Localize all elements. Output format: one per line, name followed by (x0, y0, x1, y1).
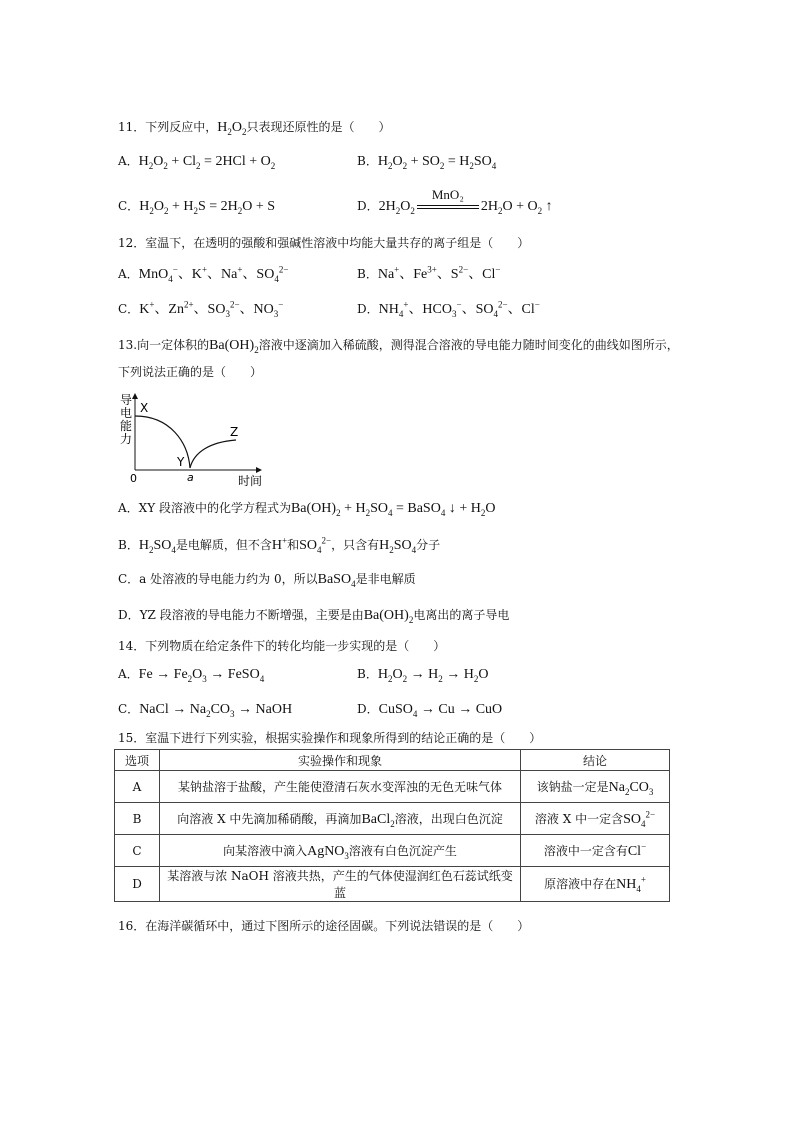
header-option: 选项 (115, 750, 160, 771)
graph-xlabel: 时间 (238, 474, 263, 488)
q14-a-chain: $Fe \to Fe_2O_3$ → FeSO$_4$ (138, 667, 265, 684)
q13-b-text5: 分子 (416, 538, 441, 552)
conclusion-text: 溶液 X 中一定含 (534, 811, 624, 826)
q14-c-chain: NaCl → $Na_2CO_3$ → NaOH (139, 702, 293, 719)
q14-d-chain: CuSO$_4$ → Cu → CuO (378, 702, 503, 719)
catalyst-arrow (415, 186, 481, 214)
formula-na2co3: $Na_2CO_3$ (608, 779, 654, 797)
row-option: A (115, 771, 160, 803)
q12-option-c[interactable] (118, 300, 283, 319)
ion-so4: $SO_4^{2-}$ (299, 535, 332, 555)
q13-option-d[interactable] (118, 606, 509, 625)
formula-h2so4: $H_2SO_4$ (379, 538, 417, 555)
header-conclusion: 结论 (521, 750, 670, 771)
row-operation: 某钠盐溶于盐酸，产生能使澄清石灰水变浑浊的无色无味气体 (160, 771, 521, 803)
option-label: A． (118, 154, 139, 168)
q13-stem-suffix: 溶液中逐滴加入稀硫酸，测得混合溶液的导电能力随时间变化的曲线如图所示， (258, 338, 679, 352)
q11-d-equation: $2H_2O_2$ MnO₂ $2H_2O + O_2$ ↑ (378, 186, 553, 216)
graph-ylabel-1: 导 (120, 393, 133, 407)
q12-option-b[interactable] (357, 265, 501, 284)
table-row (115, 867, 670, 902)
q13-b-text3: 和 (287, 538, 300, 552)
catalyst-label: MnO₂ (431, 186, 464, 202)
q11-stem-suffix: 只表现还原性的是（ ） (246, 120, 391, 134)
q13-stem (118, 336, 679, 355)
table-row (115, 835, 670, 867)
graph-ylabel-2: 电 (120, 406, 133, 420)
operation-text1: 向某溶液中滴入 (223, 843, 308, 858)
q12-stem: 12．室温下，在透明的强酸和强碱性溶液中均能大量共存的离子组是（ ） (118, 236, 530, 250)
q13-a-text: A．XY 段溶液中的化学方程式为 (118, 501, 291, 515)
ion-cl: Cl− (627, 840, 647, 859)
q13-c-text2: 是非电解质 (355, 572, 416, 586)
q12-c-ions: K+、$Zn^{2+}$、$SO_3^{2-}$、$NO_3^-$ (139, 299, 284, 319)
row-conclusion (521, 803, 670, 835)
table-row (115, 803, 670, 835)
option-label: D． (357, 302, 379, 316)
formula-bacl2: BaCl$_2$ (361, 811, 395, 829)
conclusion-text: 溶液中一定含有 (543, 843, 628, 858)
q15-table (114, 749, 670, 902)
formula-agno3: AgNO$_3$ (307, 843, 349, 861)
q14-option-a[interactable] (118, 665, 264, 684)
row-operation (160, 835, 521, 867)
ion-h: H+ (271, 535, 288, 553)
option-label: D． (357, 702, 379, 716)
q13-d-text1: D．YZ 段溶液的导电能力不断增强，主要是由 (118, 608, 364, 622)
q14-option-d[interactable] (357, 700, 502, 719)
option-label: C． (118, 302, 140, 316)
option-label: B． (357, 667, 378, 681)
q12-option-d[interactable] (357, 300, 540, 319)
q16-stem: 16．在海洋碳循环中，通过下图所示的途径固碳。下列说法错误的是（ ） (118, 919, 530, 933)
q12-option-a[interactable] (118, 265, 288, 284)
q12-a-ions: MnO$_4$−、K+、Na+、$SO_4^{2-}$ (138, 264, 289, 284)
graph-point-y: Y (177, 455, 185, 469)
ion-so4: $SO_4^{2-}$ (623, 808, 656, 829)
row-conclusion (521, 835, 670, 867)
q12-d-ions: $NH_4^+$、$HCO_3^-$、$SO_4^{2-}$、Cl− (378, 299, 540, 319)
operation-text2: 溶液有白色沉淀产生 (348, 843, 457, 858)
table-header-row (115, 750, 670, 771)
q15-stem: 15．室温下进行下列实验，根据实验操作和现象所得到的结论正确的是（ ） (118, 731, 542, 745)
formula-baoh2: $Ba(OH)_2$ (209, 338, 259, 355)
q13-a-equation: $Ba(OH)_2 + H_2SO_4$ = BaSO$_4$ ↓ + $H_2O$ (290, 501, 496, 518)
formula-h2so4: $H_2SO_4$ (138, 538, 176, 555)
q11-option-b[interactable] (357, 152, 496, 171)
q13-stem-line2: 下列说法正确的是（ ） (118, 365, 263, 379)
q13-stem-prefix: 13.向一定体积的 (118, 338, 210, 352)
formula-h2o2: $H_2O_2$ (217, 120, 247, 137)
ion-nh4: $NH_4^+$ (616, 874, 646, 894)
graph-ylabel-3: 能 (120, 419, 133, 433)
q14-option-b[interactable] (357, 665, 488, 684)
conclusion-text: 该钠盐一定是 (536, 779, 609, 794)
q11-stem-prefix: 11．下列反应中， (118, 120, 218, 134)
q12-b-ions: Na+、$Fe^{3+}$、$S^{2-}$、Cl− (377, 264, 501, 282)
row-option: C (115, 835, 160, 867)
q11-a-equation: $H_2O_2 + Cl_2 = 2HCl + O_2$ (138, 154, 276, 171)
graph-y-arrow (132, 393, 138, 399)
option-label: A． (118, 267, 139, 281)
graph-point-x: X (140, 401, 149, 415)
q13-option-b[interactable] (118, 536, 440, 555)
option-label: B． (357, 154, 378, 168)
q14-stem: 14．下列物质在给定条件下的转化均能一步实现的是（ ） (118, 639, 446, 653)
q13-c-text1: C．a 处溶液的导电能力约为 0，所以 (118, 572, 318, 586)
q13-b-text4: ，只含有 (331, 538, 380, 552)
row-option: B (115, 803, 160, 835)
row-option: D (115, 867, 160, 902)
option-label: A． (118, 667, 139, 681)
formula-baoh2: $Ba(OH)_2$ (363, 608, 414, 625)
table-row (115, 771, 670, 803)
conclusion-text: 原溶液中存在 (544, 877, 617, 891)
q11-b-equation: $H_2O_2 + SO_2 = H_2SO_4$ (377, 154, 497, 171)
q14-b-chain: $H_2O_2 \to H_2 \to H_2O$ (377, 667, 489, 684)
row-operation: 某溶液与浓 NaOH 溶液共热，产生的气体使湿润红色石蕊试纸变蓝 (160, 867, 521, 902)
q11-option-a[interactable] (118, 152, 275, 171)
q11-option-d[interactable] (357, 186, 553, 216)
row-conclusion (521, 867, 670, 902)
operation-text1: 向溶液 X 中先滴加稀硝酸，再滴加 (177, 811, 362, 826)
row-conclusion (521, 771, 670, 803)
q14-option-c[interactable] (118, 700, 292, 719)
q13-option-a[interactable] (118, 499, 495, 518)
q13-option-c[interactable] (118, 570, 416, 589)
option-label: C． (118, 199, 140, 213)
q11-stem (118, 118, 391, 137)
option-label: B． (118, 538, 139, 552)
option-label: D． (357, 199, 379, 213)
q13-b-text2: 是电解质，但不含 (175, 538, 272, 552)
row-operation (160, 803, 521, 835)
graph-point-a: a (187, 471, 194, 484)
q11-c-equation: $H_2O_2 + H_2S = 2H_2O + S$ (139, 199, 276, 216)
header-operation: 实验操作和现象 (160, 750, 521, 771)
operation-text2: 溶液，出现白色沉淀 (394, 811, 503, 826)
graph-ylabel-4: 力 (120, 432, 133, 446)
option-label: C． (118, 702, 140, 716)
formula-baso4: BaSO$_4$ (317, 572, 356, 589)
graph-x-arrow (256, 467, 262, 473)
option-label: B． (357, 267, 378, 281)
q11-option-c[interactable] (118, 197, 275, 216)
graph-origin: 0 (130, 472, 137, 485)
q13-d-text2: 电离出的离子导电 (413, 608, 510, 622)
graph-point-z: Z (230, 425, 239, 439)
graph-curve-yz (190, 440, 236, 468)
conductivity-graph (118, 392, 268, 488)
